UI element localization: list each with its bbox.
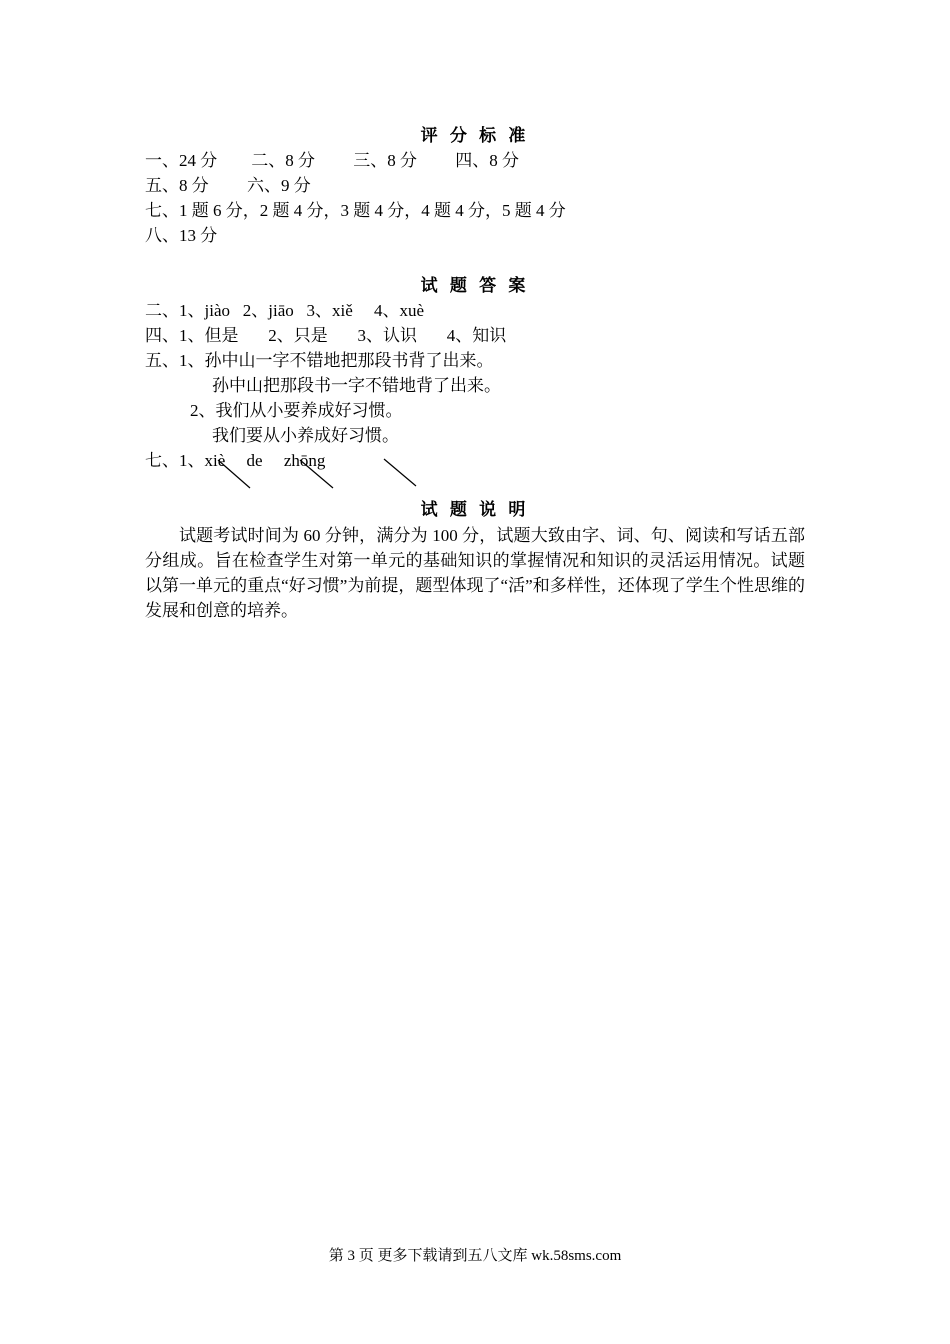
scoring-line-1: 一、24 分 二、8 分 三、8 分 四、8 分 [145,151,519,170]
answer-line-5-2a: 2、我们从小要养成好习惯。 [190,401,403,420]
answer-line-2: 二、1、jiào 2、jiāo 3、xiě 4、xuè [145,301,425,320]
scoring-line-4: 八、13 分 [145,226,218,245]
scoring-line-2: 五、8 分 六、9 分 [145,176,311,195]
answers-title: 试 题 答 案 [420,276,530,295]
stroke-mark-1 [218,460,250,488]
notes-title: 试 题 说 明 [420,500,530,519]
notes-paragraph: 试题考试时间为 60 分钟，满分为 100 分，试题大致由字、词、句、阅读和写话五部分组成。旨在检查学生对第一单元的基础知识的掌握情况和知识的灵活运用情况。试题以第一单元的重点“好习惯”为前提，题型体现了“活”和多样性，还体现了学生个性思维的发展和创意的培养。 [145,526,805,620]
stroke-mark-2 [300,460,333,488]
answer-line-5-1a: 五、1、孙中山一字不错地把那段书背了出来。 [145,351,494,370]
scoring-title: 评 分 标 准 [420,126,530,145]
answer-line-4: 四、1、但是 2、只是 3、认识 4、知识 [145,326,507,345]
page-footer: 第 3 页 更多下载请到五八文库 wk.58sms.com [328,1248,622,1264]
stroke-mark-3 [384,459,416,486]
answer-line-5-1b: 孙中山把那段书一字不错地背了出来。 [212,376,501,395]
scoring-line-3: 七、1 题 6 分，2 题 4 分，3 题 4 分，4 题 4 分，5 题 4 分 [145,201,566,220]
answer-line-7: 七、1、xiè de zhōng [145,451,326,470]
answer-line-5-2b: 我们要从小养成好习惯。 [212,426,399,445]
